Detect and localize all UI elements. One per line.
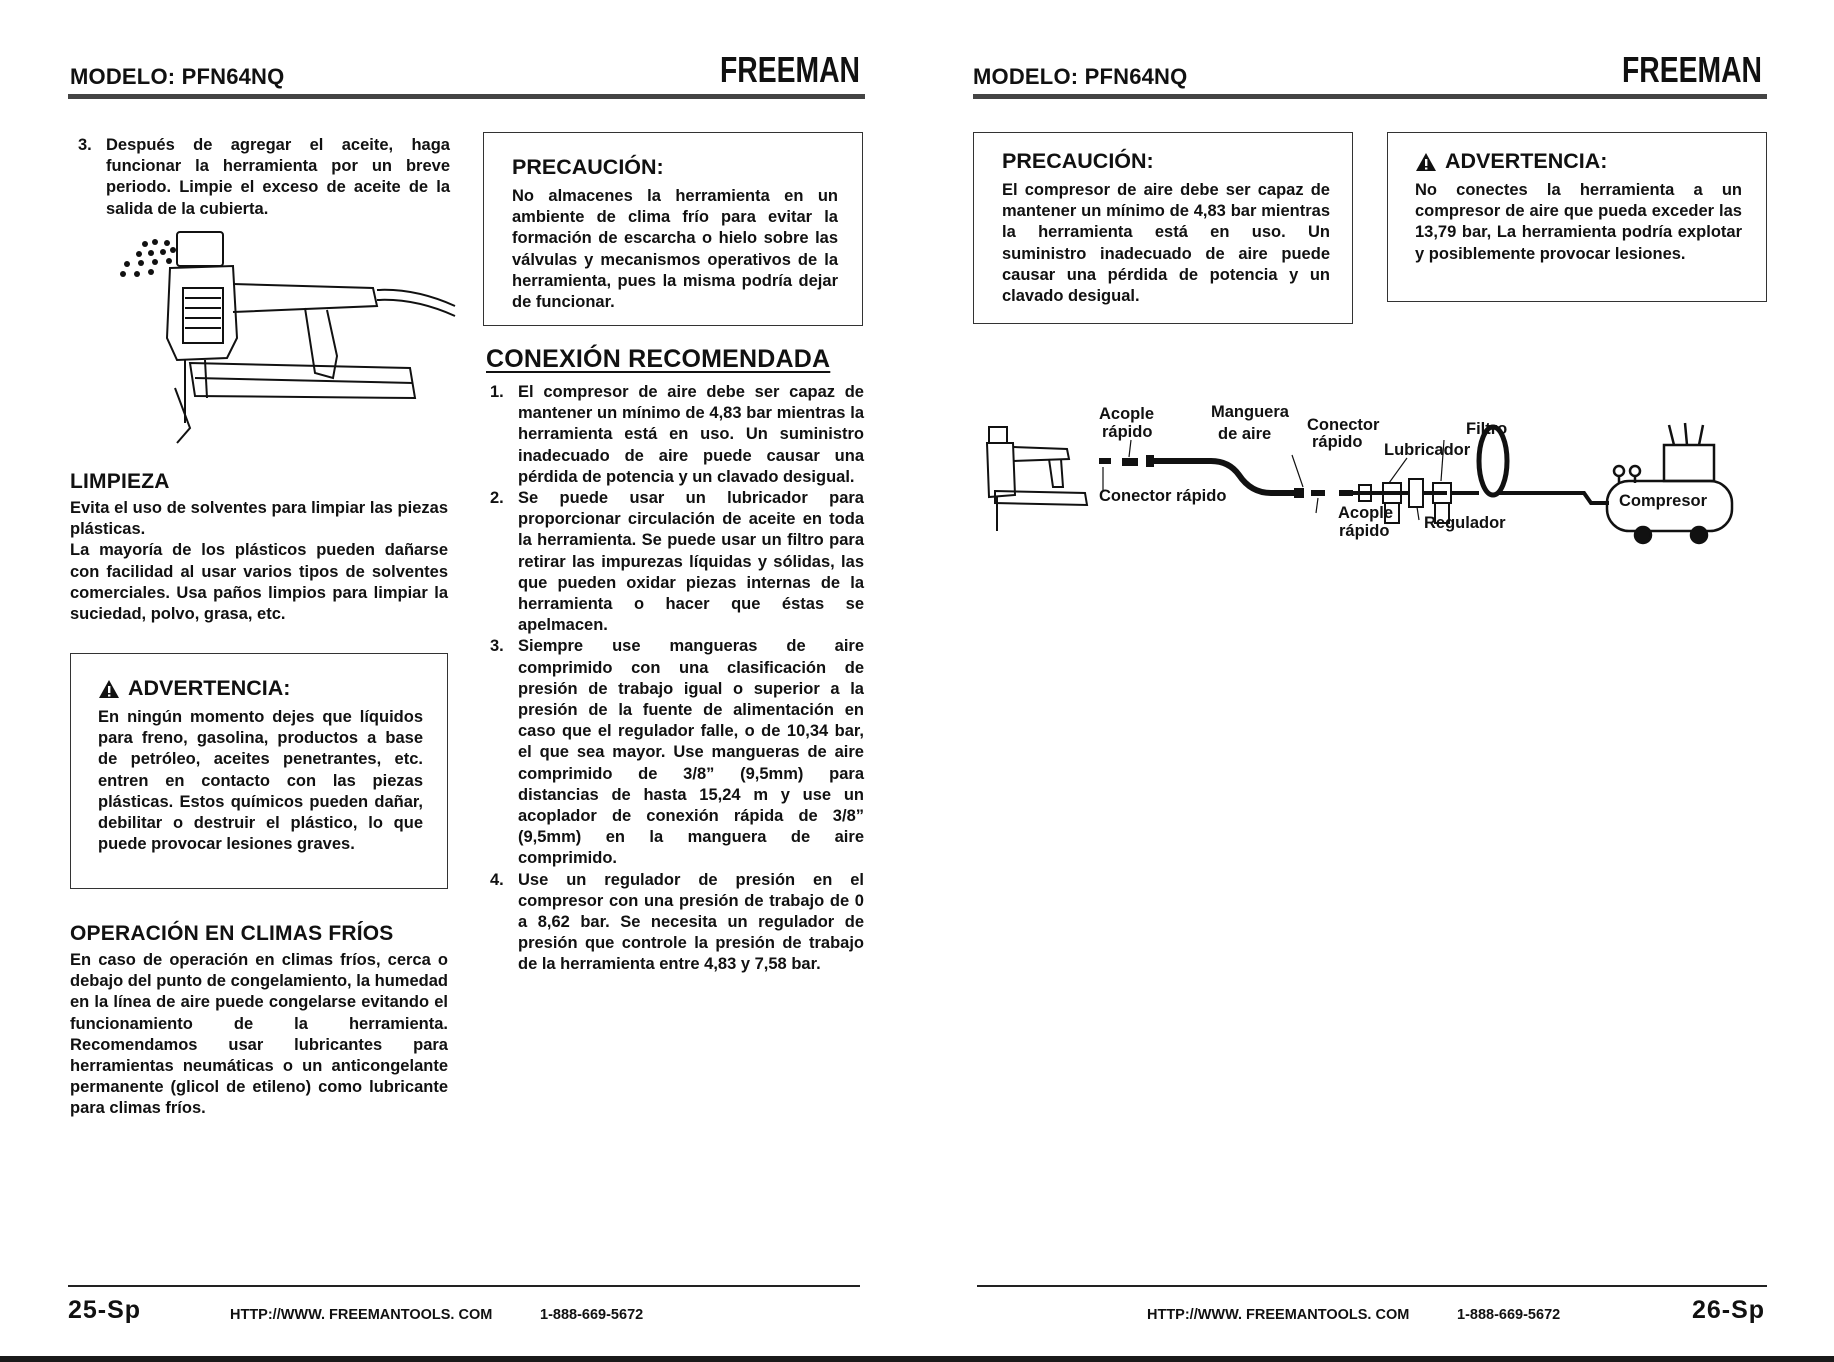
caution-box-left [483, 132, 863, 326]
footer-url: HTTP://WWW. FREEMANTOOLS. COM [1147, 1307, 1410, 1323]
recommended-connection-section [486, 345, 864, 976]
label-acople-rapido-2-line1: Acople [1338, 504, 1394, 522]
label-filtro: Filtro [1466, 420, 1508, 438]
warning-triangle-icon [98, 679, 120, 699]
freeman-logo [720, 48, 865, 88]
nailer-icon [987, 427, 1087, 531]
label-acople-rapido-2-line2: rápido [1339, 522, 1390, 540]
right-page [917, 0, 1834, 1362]
warning-box-left [70, 653, 448, 889]
connection-step: 1. El compresor de aire debe ser capaz de mantener un mínimo de 4,83 bar mientras la herramienta está en uso. Un suministro inadecuado de aire puede causar una pérdida de potencia y un clavado desigual. [490, 383, 864, 486]
model-header: MODELO: PFN64NQ [70, 64, 285, 89]
page-number: 25-Sp [68, 1296, 142, 1324]
footer-rule [68, 1285, 860, 1287]
warning-box-right [1387, 132, 1767, 302]
brand-logo-text: FREEMAN [720, 49, 860, 90]
label-lubricador: Lubricador [1384, 441, 1471, 459]
label-acople-rapido-1-line1: Acople [1099, 405, 1155, 423]
header-rule [68, 94, 865, 99]
caution-text: No almacenes la herramienta en un ambiente de clima frío para evitar la formación de escarcha o hielo sobre las válvulas y mecanismos operativos de la herramienta, pues la misma podría dejar de funcionar. [512, 187, 838, 312]
brand-logo-text: FREEMAN [1622, 49, 1762, 90]
limpieza-paragraph-1: Evita el uso de solventes para limpiar las piezas plásticas. [70, 499, 448, 539]
model-header: MODELO: PFN64NQ [973, 64, 1188, 89]
caution-title: PRECAUCIÓN: [512, 155, 664, 179]
footer-url: HTTP://WWW. FREEMANTOOLS. COM [230, 1307, 493, 1323]
label-manguera-line2: de aire [1218, 425, 1272, 443]
freeman-logo [1622, 48, 1767, 88]
warning-text: No conectes la herramienta a un compresor de aire que pueda exceder las 13,79 bar, La herramienta podría explotar y posiblemente provocar lesiones. [1415, 181, 1742, 263]
connection-step: 3. Siempre use mangueras de aire comprimido con una clasificación de presión de trabajo igual o superior a la presión de la fuente de alimentación en caso que el regulador falle, o de 10,34 bar, el que sea mayor. Use mangueras de aire comprimido de 3/8” (9,5mm) para distancias de hasta 15,24 m y use un acoplador de conexión rápida de 3/8” (9,5mm) en la manguera de aire comprimido. [490, 637, 864, 868]
label-conector-rapido-1-line2: rápido [1312, 433, 1363, 451]
connection-step: 4. Use un regulador de presión en el compresor con una presión de trabajo de 0 a 8,62 bar. Se necesita un regulador de presión que controle la presión de trabajo de la herramienta entre 4,83 y 7,58 bar. [490, 870, 864, 974]
footer-phone: 1-888-669-5672 [1457, 1307, 1561, 1323]
connection-step: 2. Se puede usar un lubricador para proporcionar circulación de aceite en toda la herramienta. Se puede usar un filtro para retirar las impurezas líquidas y sólidas, las que pueden oxidar piezas internas de la herramienta o hacer que éstas se apelmacen. [490, 489, 864, 635]
cold-weather-section [70, 922, 448, 1120]
footer-rule [977, 1285, 1767, 1287]
label-acople-rapido-1-line2: rápido [1102, 423, 1153, 441]
air-connection-diagram [979, 395, 1779, 545]
caution-text: El compresor de aire debe ser capaz de mantener un mínimo de 4,83 bar mientras la herramienta está en uso. Un suministro inadecuado de aire puede causar una pérdida de potencia y un clavado desigual. [1002, 181, 1330, 306]
header-rule [973, 94, 1767, 99]
label-regulador: Regulador [1424, 514, 1506, 532]
label-conector-rapido-1-line1: Conector [1307, 416, 1380, 434]
warning-title-row [1415, 149, 1742, 174]
step-text: Después de agregar el aceite, haga funcionar la herramienta por un breve periodo. Limpie el exceso de aceite de la salida de la cubierta. [106, 136, 450, 218]
bottom-edge-bar [0, 1356, 1834, 1362]
label-compresor: Compresor [1619, 492, 1708, 510]
warning-title-row [98, 676, 423, 701]
caution-box-right [973, 132, 1353, 324]
nailer-oil-illustration [115, 228, 455, 450]
footer-phone: 1-888-669-5672 [540, 1307, 644, 1323]
warning-triangle-icon [1415, 152, 1437, 172]
compressor-icon [1607, 423, 1732, 543]
limpieza-section [70, 470, 448, 625]
cold-weather-title: OPERACIÓN EN CLIMAS FRÍOS [70, 922, 394, 945]
recommended-connection-title: CONEXIÓN RECOMENDADA [486, 345, 831, 373]
warning-title: ADVERTENCIA: [128, 676, 291, 700]
label-manguera-line1: Manguera [1211, 403, 1289, 421]
limpieza-paragraph-2: La mayoría de los plásticos pueden dañarse con facilidad al usar varios tipos de solventes comerciales. Usa paños limpios para limpiar la suciedad, polvo, grasa, etc. [70, 541, 448, 624]
cold-weather-text: En caso de operación en climas fríos, cerca o debajo del punto de congelamiento, la humedad en la línea de aire puede congelarse evitando el funcionamiento de la herramienta. Recomendamos usar lubricantes para herramientas neumáticas o un anticongelante permanente (glicol de etileno) como lubricante para climas fríos. [70, 951, 448, 1118]
page-number: 26-Sp [1692, 1296, 1766, 1324]
label-conector-rapido-2: Conector rápido [1099, 487, 1227, 505]
step-3 [78, 135, 450, 220]
limpieza-title: LIMPIEZA [70, 470, 170, 493]
connection-steps-list [490, 382, 864, 976]
caution-title: PRECAUCIÓN: [1002, 149, 1154, 173]
step-number: 3. [78, 136, 92, 154]
warning-title: ADVERTENCIA: [1445, 149, 1608, 173]
warning-text: En ningún momento dejes que líquidos para freno, gasolina, productos a base de petróleo, aceites penetrantes, etc. entren en contacto con las piezas plásticas. Estos químicos pueden dañar, debilitar o destruir el plástico, lo que puede provocar lesiones graves. [98, 708, 423, 854]
